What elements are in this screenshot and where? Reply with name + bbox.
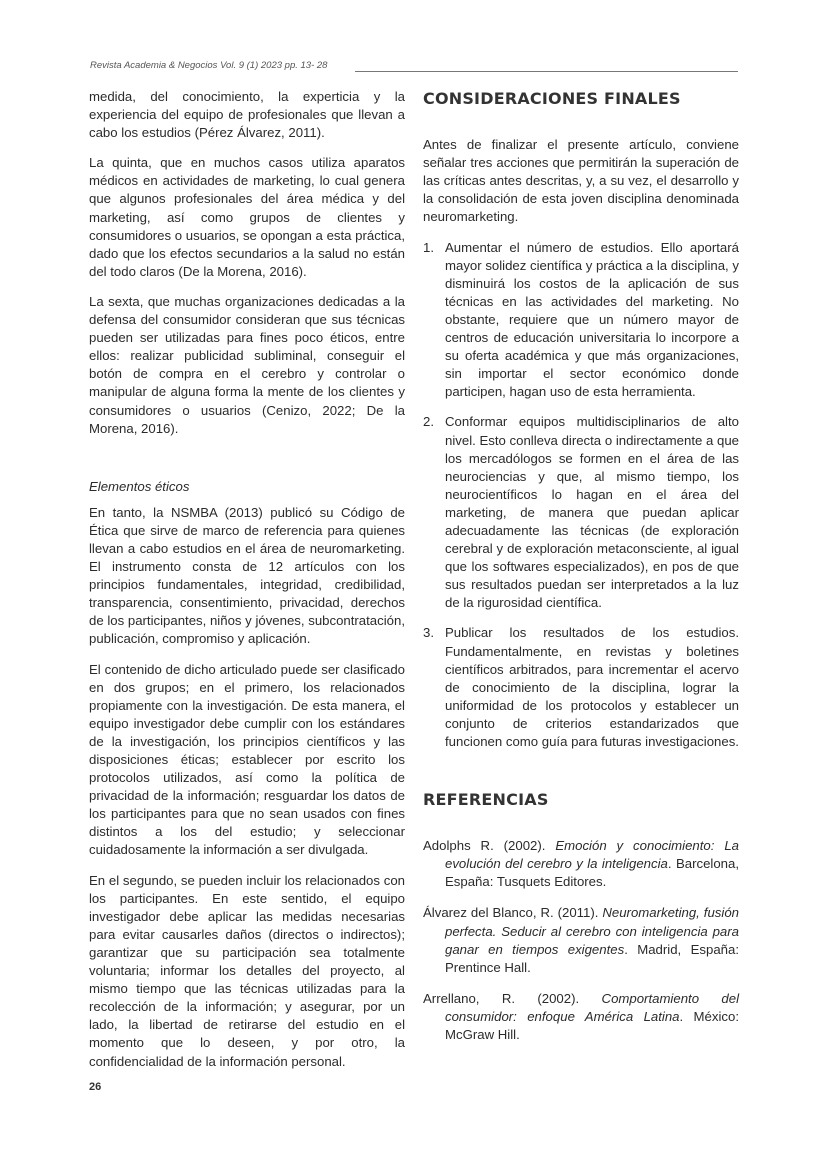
list-item (423, 413, 739, 612)
list-number: 1. (423, 239, 434, 255)
reference-title: Emoción y conocimiento: La evolución del cerebro y la inteligencia (445, 838, 739, 872)
paragraph: El contenido de dicho articulado puede ser clasificado en dos grupos; en el primero, los relacionados propiamente con la investigación. De esta manera, el equipo investigador debe cumplir con los estándares de la investigación, los principios científicos y las disposiciones éticas; establecer por escrito los protocolos utilizados, así como la política de privacidad de la información; resguardar los datos de los participantes para que no sean usados con fines distintos a los del estudio; y seleccionar cuidadosamente la información a ser divulgada. (89, 661, 405, 858)
right-column (423, 88, 739, 1057)
left-column (89, 88, 405, 1071)
paragraph: En tanto, la NSMBA (2013) publicó su Código de Ética que sirve de marco de referencia para quienes llevan a cabo estudios en el área de neuromarketing. El instrumento consta de 12 artículos con los principios fundamentales, integridad, credibilidad, transparencia, consentimiento, privacidad, derechos de los participantes, niños y jóvenes, subcontratación, publicación, compromiso y aplicación. (89, 504, 405, 647)
numbered-list (423, 239, 739, 752)
page-number: 26 (89, 1081, 102, 1093)
section-subheading: Elementos éticos (89, 478, 190, 494)
list-number: 2. (423, 414, 434, 430)
list-item-text: Aumentar el número de estudios. Ello aportará mayor solidez científica y práctica a la disciplina, y disminuirá los costos de la aplicación de sus técnicas en las actividades del marketing. No obstante, requiere que un número mayor de centros de educación universitaria lo incorpore a su oferta académica y que más organizaciones, sin importar el sector económico donde participen, hagan uso de esta herramienta. (445, 239, 739, 400)
paragraph: En el segundo, se pueden incluir los relacionados con los participantes. En este sentido, el equipo investigador debe aplicar las medidas necesarias para evitar causarles daños (directos o indirectos); garantizar que su participación sea totalmente voluntaria; informar los detalles del proyecto, al mismo tiempo que las técnicas utilizadas para la recolección de la información; y asegurar, por un lado, la libertad de retirarse del estudio en el momento que lo deseen, y por otro, la confidencialidad de la información personal. (89, 872, 405, 1069)
list-number: 3. (423, 625, 434, 641)
reference-author: Álvarez del Blanco, R. (2011). (423, 905, 603, 921)
paragraph: Antes de finalizar el presente artículo, conviene señalar tres acciones que permitirán la superación de las críticas antes descritas, y, a su vez, el desarrollo y la consolidación de esta joven disciplina denominada neuromarketing. (423, 137, 739, 225)
paragraph: medida, del conocimiento, la experticia y la experiencia del equipo de profesionales que llevan a cabo los estudios (Pérez Álvarez, 2011). (89, 89, 405, 141)
reference-publisher: . México: McGraw Hill. (445, 1008, 739, 1043)
header-rule (355, 71, 738, 72)
list-item-text: Conformar equipos multidisciplinarios de alto nivel. Esto conlleva directa o indirectamente a que los mercadólogos se formen en el área de las neurociencias y que, al mismo tiempo, los neurocientíficos lo hagan en el área del marketing, de manera que puedan aplicar adecuadamente las técnicas (de exploración cerebral y de exploración metaconsciente, al igual que los softwares especializados), en pos de que sus resultados puedan ser interpretados a la luz de la rigurosidad científica. (445, 414, 739, 611)
list-item (423, 239, 739, 402)
reference-publisher: . Madrid, España: Prentince Hall. (445, 941, 739, 975)
reference-entry (423, 990, 739, 1044)
reference-title: Neuromarketing, fusión perfecta. Seducir al cerebro con inteligencia para ganar en tiempos exigentes (445, 905, 739, 957)
list-item (423, 624, 739, 751)
reference-entry (423, 904, 739, 976)
reference-author: Arrellano, R. (2002). (423, 990, 602, 1006)
section-heading-references: REFERENCIAS (423, 790, 549, 810)
reference-title: Comportamiento del consumidor: enfoque América Latina (445, 990, 740, 1024)
list-item-text: Publicar los resultados de los estudios. Fundamentalmente, en revistas y boletines científicos arbitrados, para incrementar el acervo de conocimiento de la disciplina, lograr la uniformidad de los protocolos y establecer un conjunto de criterios estandarizados que funcionen como guía para futuras investigaciones. (445, 625, 739, 749)
running-head: Revista Academia & Negocios Vol. 9 (1) 2023 pp. 13- 28 (90, 60, 328, 71)
paragraph: La sexta, que muchas organizaciones dedicadas a la defensa del consumidor consideran que sus técnicas pueden ser utilizadas para fines poco éticos, entre ellos: realizar publicidad subliminal, conseguir el botón de compra en el cerebro y controlar o manipular de alguna forma la mente de los clientes y consumidores o usuarios (Cenizo, 2022; De la Morena, 2016). (89, 293, 405, 436)
reference-entry (423, 837, 739, 891)
paragraph: La quinta, que en muchos casos utiliza aparatos médicos en actividades de marketing, lo cual genera que algunos profesionales del área médica y del marketing, así como grupos de clientes y consumidores o usuarios, se opongan a esta práctica, dado que los efectos secundarios a la salud no están del todo claros (De la Morena, 2016). (89, 155, 405, 279)
reference-author: Adolphs R. (2002). (423, 838, 556, 854)
reference-publisher: . Barcelona, España: Tusquets Editores. (445, 856, 740, 890)
section-heading-final: CONSIDERACIONES FINALES (423, 89, 681, 108)
